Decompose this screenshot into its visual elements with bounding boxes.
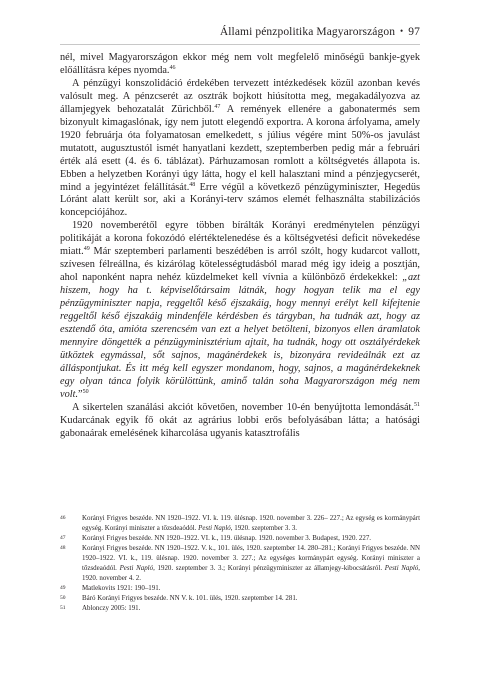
page-number: 97 xyxy=(408,26,420,38)
text-run: A pénzügyi konszolidáció érdekében tervezett intézkedések közül azonban kevés valósult meg. A pénzcserét az osztrák bojkott hiúsította meg, megakadályozva az államjegyek behozatalát Zürichből. xyxy=(60,77,420,115)
text-run: ” xyxy=(78,388,83,400)
footnote-number: 50 xyxy=(60,595,66,601)
running-header xyxy=(60,20,420,45)
text-run: Erre végül a következő pénzügyminiszter, Hegedüs Lóránt alatt került sor, aki a Korányi-terv számos elemét felhasználta stabilizációs koncepciójához. xyxy=(60,181,420,219)
text-run: , 1920. szeptember 3. 3.; Korányi pénzügyminiszter az államjegy-kibocsátásról. xyxy=(153,564,385,572)
footnote-number: 49 xyxy=(60,585,66,591)
text-run: Korányi Frigyes beszéde. NN 1920–1922. V. k., 101. ülés, 1920. szeptember 14. 280–281.; Korányi Frigyes beszéde. NN 1920–1922. VI. k., 119. ülésnap. 1920. november 3. 227.; Az egységes kormánypárt egység. Korányi miniszter a tőzsdeaódól. xyxy=(82,544,420,572)
text-run: Báró Korányi Frigyes beszéde. NN V. k. 101. ülés, 1920. szeptember 14. 281. xyxy=(82,594,298,602)
paragraph-p4 xyxy=(60,402,420,441)
paragraph-p2 xyxy=(60,78,420,220)
text-run: A sikertelen szanálási akciót követően, november 10-én benyújtotta lemondását. xyxy=(72,401,414,413)
footnote-number: 47 xyxy=(60,535,66,541)
footnote-ref: 47 xyxy=(214,103,221,110)
paragraph-p1 xyxy=(60,52,420,78)
footnote-ref: 46 xyxy=(169,64,176,71)
text-run: Már szeptemberi parlamenti beszédében is arról szólt, hogy kudarcot vallott, szívesen félreállna, és kizárólag kötelességtudásból marad még igy ideig a posztján, ahol naponként napra nehéz küzdelmeket kell vívnia a különböző érdekekkel: xyxy=(60,246,420,284)
text-run: Ablonczy 2005: 191. xyxy=(82,604,141,612)
footnote-49 xyxy=(60,583,420,593)
header-title: Állami pénzpolitika Magyarországon xyxy=(219,26,396,38)
header-bullet: • xyxy=(400,26,404,36)
text-run: , 1920. szeptember 3. 3. xyxy=(230,524,298,532)
footnote-48 xyxy=(60,543,420,583)
footnote-47 xyxy=(60,533,420,543)
footnote-50 xyxy=(60,593,420,603)
footnote-ref: 51 xyxy=(414,401,420,408)
footnote-ref: 48 xyxy=(189,181,196,188)
quoted-speech: Pesti Napló xyxy=(198,524,231,532)
text-run: 1920 novemberétől egyre többen bírálták Korányi eredménytelen pénzügyi politikáját a korona fokozódó elértéktelenedése és a költségvetési deficit növekedése miatt. xyxy=(60,220,420,258)
text-run: Kudarcának egyik fő okát az agrárius lobbi erős befolyásában látta; a hatósági gabonaárak emelésének kiharcolása ugyanis katasztrofális xyxy=(60,414,420,439)
text-run: A remények ellenére a gabonatermés sem bizonyult kimagaslónak, így nem jutott elegendő exportra. A korona árfolyama, amely 1920 februárja óta folyamatosan emelkedett, s július végére mint 50%-os javulást mutatott, augusztustól ismét hanyatlani kezdett, szeptemberben pedig már a februári érték alá esett (4. és 6. táblázat). Párhuzamosan romlott a költségvetés állapota is. Ebben a helyzetben Korányi úgy látta, hogy el kell halasztani mind a pénzjegycserét, mind a jegyintézet felállítását. xyxy=(60,103,420,193)
running-header-text xyxy=(220,26,420,38)
text-run: Korányi Frigyes beszéde. NN 1920–1922. VI. k., 119. ülésnap. 1920. november 3. Budapest, 1920. 227. xyxy=(82,534,372,542)
footnote-number: 46 xyxy=(60,515,66,521)
footnotes xyxy=(60,513,420,613)
body-text xyxy=(60,52,420,441)
text-run: Matlekovits 1921: 190–191. xyxy=(82,584,161,592)
quoted-speech: Pesti Napló xyxy=(119,564,154,572)
text-run: Korányi Frigyes beszéde. NN 1920–1922. VI. k. 119. ülésnap. 1920. november 3. 226– 227.; Az egység es kormánypárt egység. Korányi miniszter a tőzsdeaódól. xyxy=(82,514,420,532)
footnote-51 xyxy=(60,603,420,613)
paragraph-p3 xyxy=(60,220,420,401)
text-run: , 1920. november 4. 2. xyxy=(82,564,421,582)
quoted-speech: „azt hiszem, hogy ha t. képviselőtársaim látnák, hogy hogyan telik ma el egy pénzügyminiszter napja, reggeltől késő éjszakáig, hogy mennyi erélyt kell kifejtenie reggeltől késő éjszakáig mindenféle kérdésben és tárgyban, ha tudnák azt, hogy az esztendő óta, amióta szerencsém van ezt a helyet betölteni, bizonyos ellen áramlatok mennyire döngették a pénzügyminisztérium ajtait, ha tudnák, hogy ott osztályérdekek ütköztek egymással, sőt sajnos, magánérdekek is, bizonyára revideálnák ezt az álláspontjukat. És itt még kell egyszer mondanom, hogy, sajnos, a magánérdekeknek egy olyan tánca folyik körülöttünk, aminő talán soha Magyarországon még nem volt. xyxy=(60,272,420,400)
text-run: nél, mivel Magyarországon ekkor még nem volt megfelelő minőségű bankje-gyek előállításra képes nyomda. xyxy=(60,52,420,76)
footnote-ref: 50 xyxy=(82,388,89,395)
quoted-speech: Pesti Napló xyxy=(384,564,419,572)
footnote-ref: 49 xyxy=(83,246,90,253)
footnote-46 xyxy=(60,513,420,533)
footnote-number: 48 xyxy=(60,545,66,551)
footnote-number: 51 xyxy=(60,605,66,611)
